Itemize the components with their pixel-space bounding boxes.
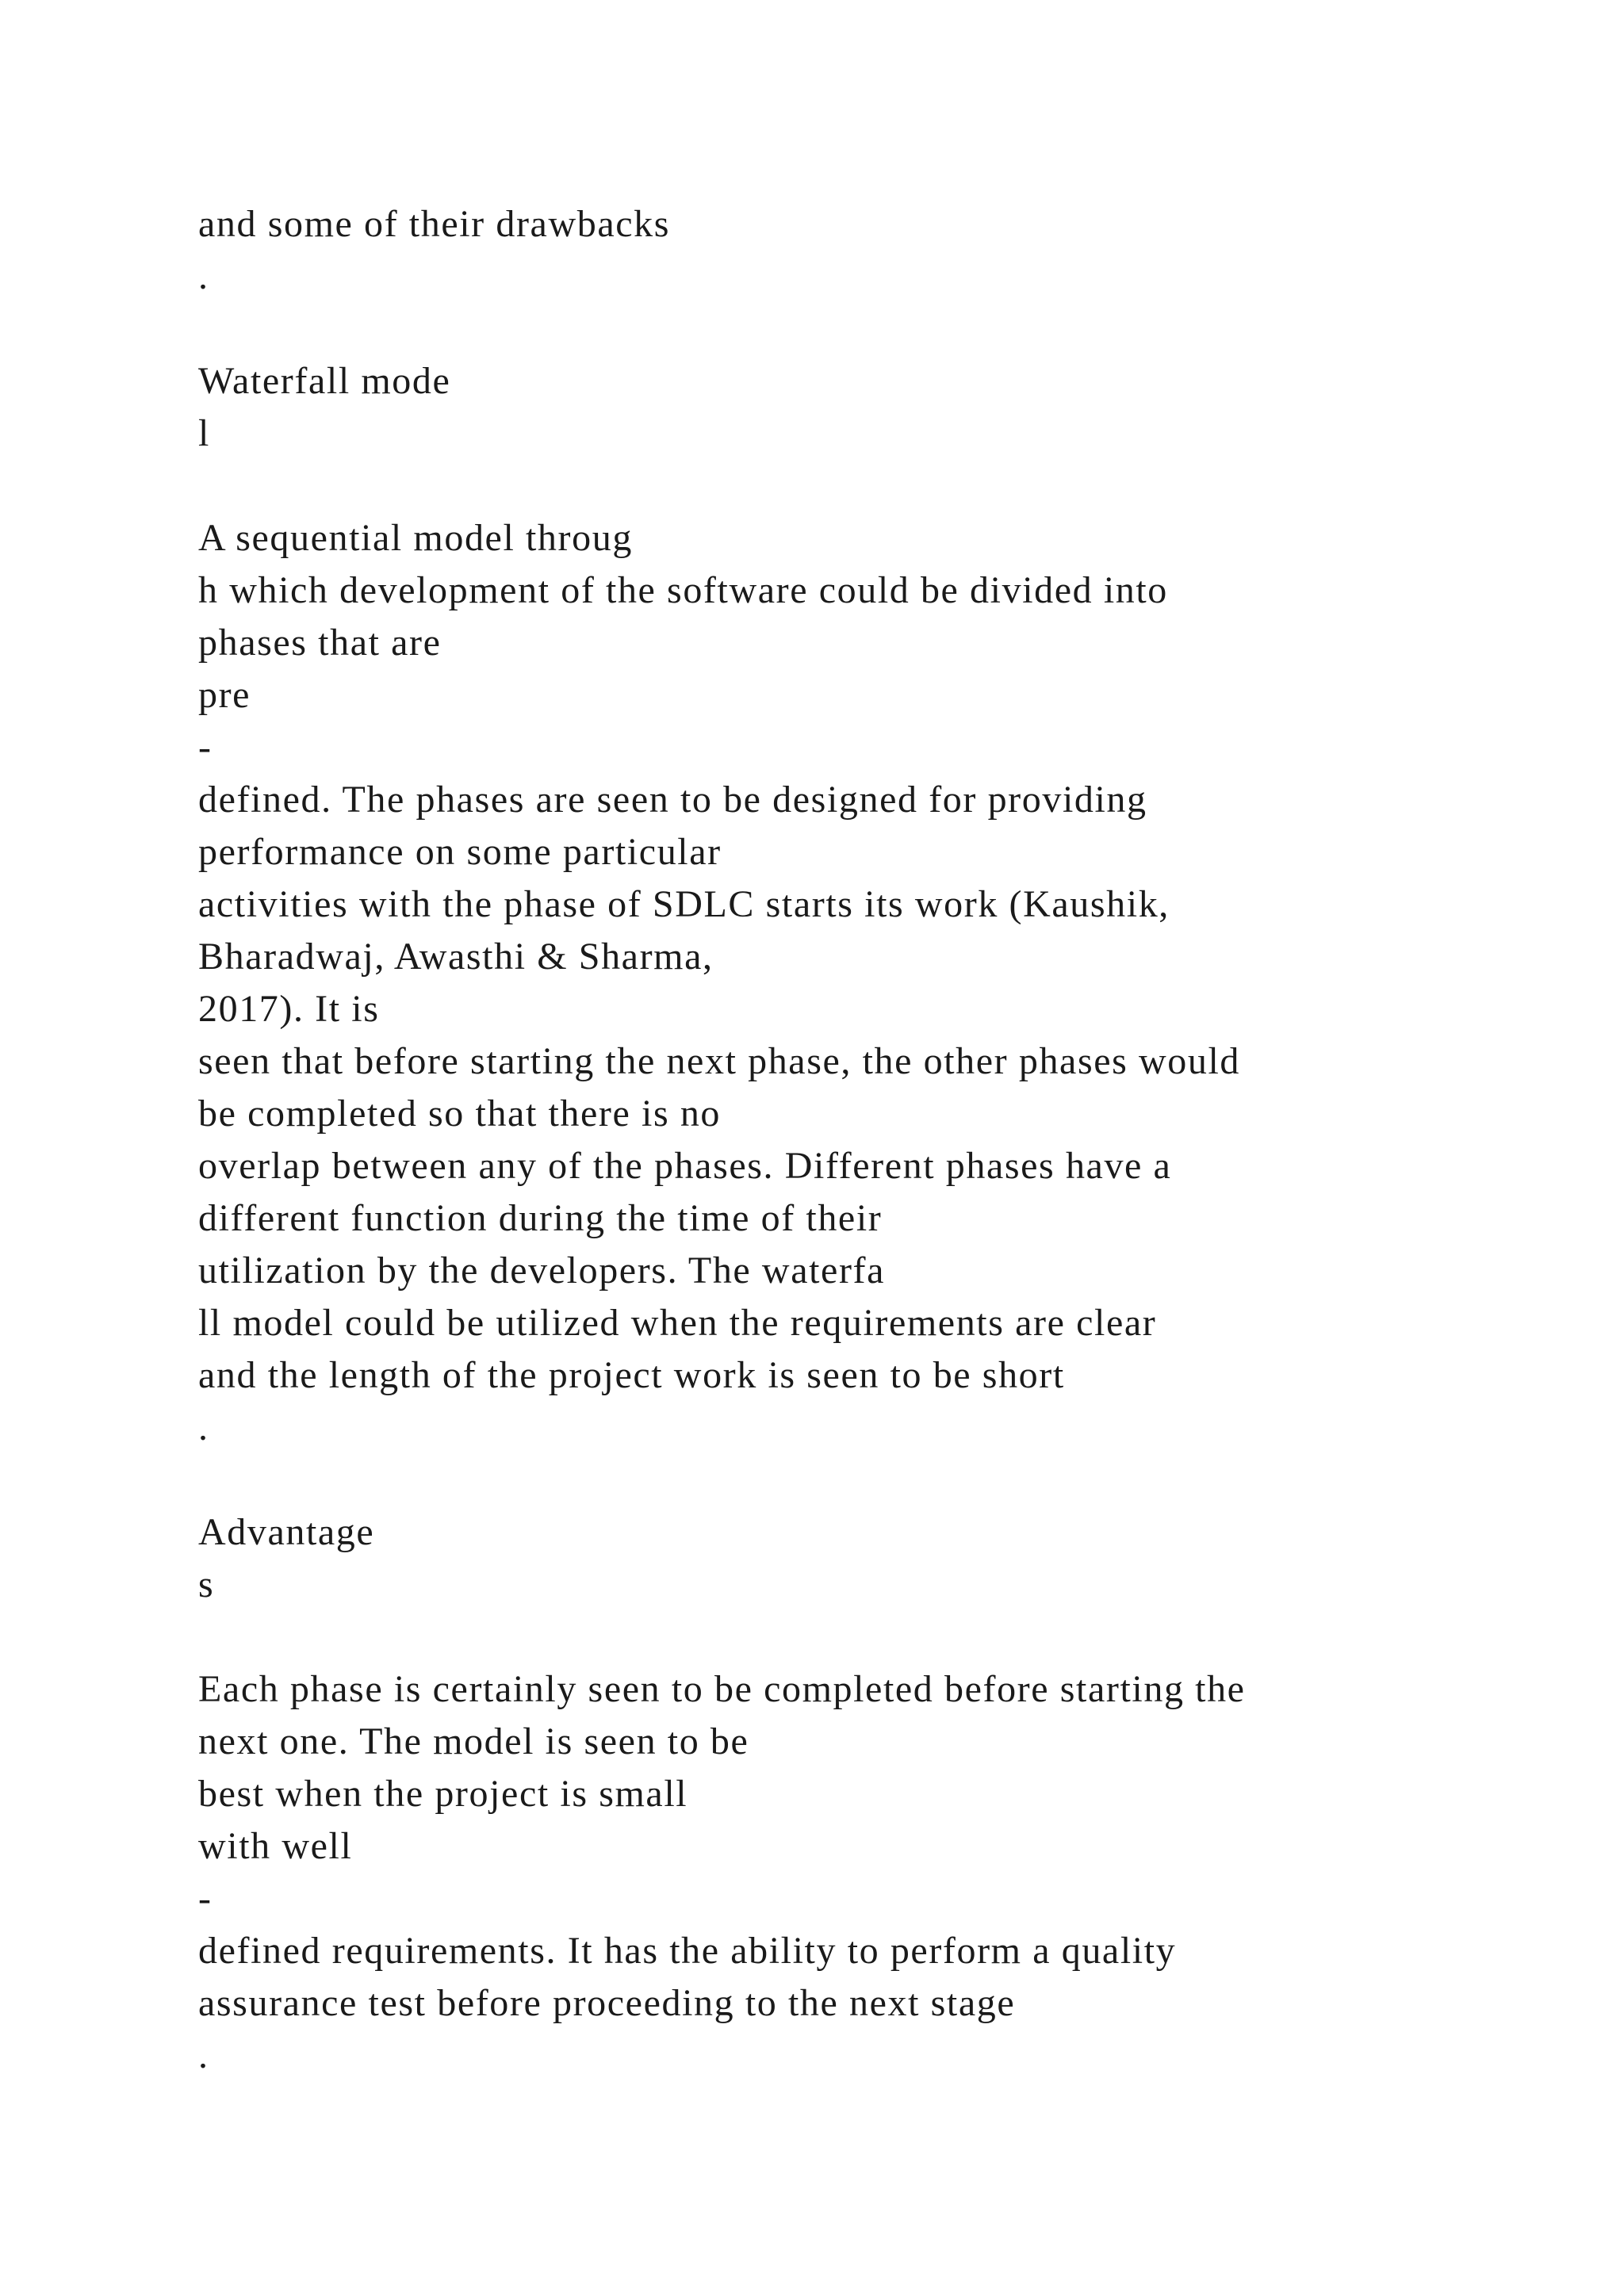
section-heading-waterfall: Waterfall mode [198, 360, 451, 402]
blank-line [198, 460, 1546, 512]
text-line: different function during the time of their [198, 1197, 883, 1239]
text-line: . [198, 255, 209, 297]
text-line: ll model could be utilized when the requirements are clear [198, 1302, 1157, 1344]
text-line: Bharadwaj, Awasthi & Sharma, [198, 936, 714, 978]
text-line: A sequential model throug [198, 517, 633, 559]
text-line: performance on some particular [198, 831, 722, 873]
text-line: pre [198, 674, 251, 716]
text-line: phases that are [198, 622, 442, 664]
text-line: best when the project is small [198, 1773, 688, 1815]
text-line: - [198, 726, 213, 768]
section-heading-advantages: Advantage [198, 1511, 375, 1553]
text-line: defined requirements. It has the ability to perform a quality [198, 1930, 1177, 1972]
document-page [198, 198, 1546, 2082]
text-line: defined. The phases are seen to be designed for providing [198, 779, 1147, 821]
blank-line [198, 1611, 1546, 1663]
blank-line [198, 1454, 1546, 1506]
text-line: next one. The model is seen to be [198, 1720, 749, 1762]
section-heading-waterfall-cont: l [198, 412, 210, 454]
text-line: 2017). It is [198, 988, 380, 1030]
text-line: - [198, 1877, 213, 1919]
text-line: activities with the phase of SDLC starts its work (Kaushik, [198, 883, 1170, 925]
section-heading-advantages-cont: s [198, 1563, 215, 1605]
text-line: and some of their drawbacks [198, 203, 671, 245]
text-line: seen that before starting the next phase, the other phases would [198, 1040, 1241, 1082]
text-line: and the length of the project work is seen to be short [198, 1354, 1065, 1396]
text-line: be completed so that there is no [198, 1093, 722, 1135]
text-line: with well [198, 1825, 353, 1867]
text-line: . [198, 2034, 209, 2076]
text-line: h which development of the software could be divided into [198, 569, 1168, 611]
blank-line [198, 303, 1546, 355]
text-line: utilization by the developers. The waterfa [198, 1249, 886, 1292]
text-line: Each phase is certainly seen to be completed before starting the [198, 1668, 1246, 1710]
text-line: . [198, 1406, 209, 1448]
text-line: overlap between any of the phases. Different phases have a [198, 1145, 1172, 1187]
text-line: assurance test before proceeding to the next stage [198, 1982, 1016, 2024]
